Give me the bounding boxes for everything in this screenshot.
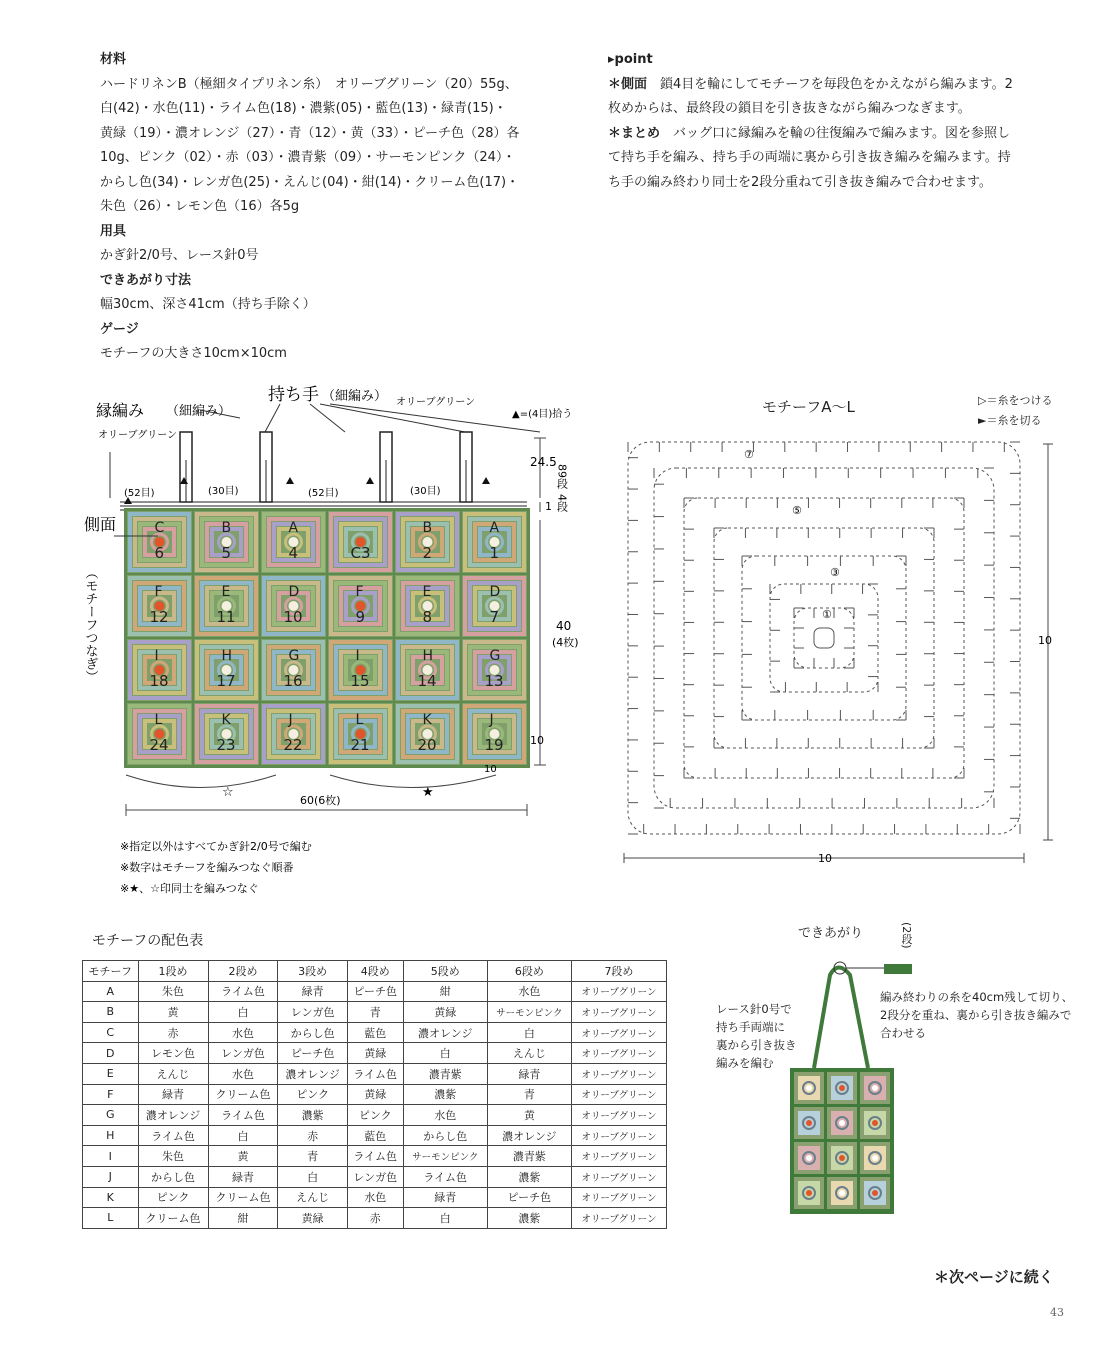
color-table-cell: D [83, 1043, 139, 1064]
color-table-header: 2段め [208, 961, 278, 982]
note-line: ※数字はモチーフを編みつなぐ順番 [120, 861, 294, 874]
point-side-line-2: 枚めからは、最終段の鎖目を引き抜きながら編みつなぎます。 [608, 101, 971, 116]
handle-leaders [265, 404, 540, 432]
dim-motif-w: 10 [484, 764, 497, 775]
motif-number: 18 [149, 672, 169, 690]
color-table-cell: 緑青 [403, 1187, 487, 1208]
color-table-cell: 白 [487, 1022, 571, 1043]
continue-note: ＊次ページに続く [934, 1268, 1054, 1286]
motif-letter: E [221, 584, 231, 600]
motif-number: 8 [422, 608, 433, 626]
color-table-cell: 濃紫 [487, 1166, 571, 1187]
chart-round [684, 498, 964, 778]
color-table-cell: 白 [403, 1043, 487, 1064]
point-side-label: ＊側面 [608, 76, 648, 92]
motif-cell [395, 575, 460, 637]
color-table-cell: ライム色 [347, 1146, 403, 1167]
motif-letter: H [221, 648, 233, 664]
color-table-header: 4段め [347, 961, 403, 982]
motif-cell [194, 575, 259, 637]
color-table-cell: ピーチ色 [347, 981, 403, 1002]
motif-number: 4 [288, 544, 299, 562]
color-table-cell: 濃青紫 [403, 1063, 487, 1084]
color-table-cell: オリーブグリーン [571, 1022, 666, 1043]
color-table-row [83, 1208, 667, 1229]
round-label: ⑤ [792, 504, 802, 517]
color-table-cell: ピーチ色 [278, 1043, 347, 1064]
motif-letter: C [154, 520, 165, 536]
color-table-cell: C [83, 1022, 139, 1043]
color-table-cell: レンガ色 [347, 1166, 403, 1187]
color-table-header: 5段め [403, 961, 487, 982]
color-table-cell: 水色 [208, 1022, 278, 1043]
color-table-cell: 赤 [138, 1022, 208, 1043]
color-table-cell: クリーム色 [208, 1084, 278, 1105]
color-table-cell: I [83, 1146, 139, 1167]
motif-letter: A [288, 520, 299, 536]
chart-title: モチーフA～L [762, 398, 855, 416]
materials-line: 白(42)・水色(11)・ライム色(18)・濃紫(05)・藍色(13)・緑青(15)・ [100, 101, 507, 116]
sts-30a: (30目) [208, 486, 239, 497]
color-table-cell: えんじ [487, 1043, 571, 1064]
color-table-body [83, 981, 667, 1228]
mini-motif-center [872, 1085, 878, 1091]
motif-cell [127, 639, 192, 701]
color-table-cell: ピンク [347, 1105, 403, 1126]
color-table-row [83, 1063, 667, 1084]
motif-letter: E [422, 584, 432, 600]
color-table-cell: オリーブグリーン [571, 1084, 666, 1105]
motif-number: C3 [350, 544, 371, 562]
point-side-text: 鎖4目を輪にしてモチーフを毎段色をかえながら編みます。2 [647, 76, 1013, 92]
finished-rows-label: (2段) [900, 922, 913, 949]
mini-motif-center [806, 1155, 812, 1161]
mini-motif-center [806, 1085, 812, 1091]
materials-line: 10g、ピンク（02）・赤（03）・濃青紫（09）・サーモンピンク（24）・ [100, 150, 516, 165]
color-table-cell: オリーブグリーン [571, 1166, 666, 1187]
join-arcs [126, 775, 496, 788]
color-table-row [83, 1125, 667, 1146]
bag-handle [814, 968, 868, 1069]
star-open: ☆ [222, 785, 234, 800]
color-table-cell: クリーム色 [208, 1187, 278, 1208]
finished-note-right-line: 合わせる [880, 1026, 926, 1040]
dim-handle: 24.5 [530, 455, 557, 469]
motif-number: 15 [350, 672, 370, 690]
round-label: ⑦ [744, 448, 754, 461]
color-table-cell: 濃オレンジ [138, 1105, 208, 1126]
dim-height-sub: (4枚) [552, 636, 579, 649]
color-table-cell: K [83, 1187, 139, 1208]
color-table-cell: 青 [487, 1084, 571, 1105]
motif-chart [612, 426, 1072, 876]
point-side-line [608, 73, 1078, 98]
motif-number: 13 [484, 672, 504, 690]
sts-52b: (52目) [308, 488, 339, 499]
color-table-cell: ライム色 [403, 1166, 487, 1187]
handle-sub: （細編み） [322, 389, 388, 404]
finished-note-left-line: 持ち手両端に [716, 1020, 785, 1034]
motif-cell [395, 511, 460, 573]
color-table-cell: 濃オレンジ [487, 1125, 571, 1146]
color-table-cell: ライム色 [138, 1125, 208, 1146]
motif-number: 6 [154, 544, 165, 562]
materials-line: 朱色（26）・レモン色（16）各5g [100, 199, 300, 214]
motif-cell [194, 639, 259, 701]
motif-letter: F [154, 584, 163, 600]
color-table-cell: オリーブグリーン [571, 1105, 666, 1126]
color-table-cell: オリーブグリーン [571, 1063, 666, 1084]
dim-chart-h: 10 [1038, 634, 1052, 647]
color-table-cell: ライム色 [347, 1063, 403, 1084]
color-table-cell: えんじ [138, 1063, 208, 1084]
finished-bag-illustration [780, 950, 960, 1230]
motif-letter: K [221, 712, 231, 728]
handle-label: 持ち手 [268, 385, 319, 405]
color-table-row [83, 1002, 667, 1023]
motif-letter: B [422, 520, 433, 536]
tools-heading: 用具 [100, 223, 127, 239]
gauge-text: モチーフの大きさ10cm×10cm [100, 346, 287, 361]
color-table-cell: オリーブグリーン [571, 1187, 666, 1208]
color-table-row [83, 1187, 667, 1208]
finished-note-right-line: 編み終わりの糸を40cm残して切り、 [880, 990, 1074, 1004]
motif-number: 19 [484, 736, 504, 754]
color-table-cell: 白 [403, 1208, 487, 1229]
motif-grid [124, 508, 530, 768]
color-table-cell: からし色 [138, 1166, 208, 1187]
color-table-header: 1段め [138, 961, 208, 982]
color-table-row [83, 981, 667, 1002]
color-table-cell: 濃紫 [487, 1208, 571, 1229]
mini-motif-center [806, 1190, 812, 1196]
mini-motif-center [872, 1190, 878, 1196]
color-table-cell: えんじ [278, 1187, 347, 1208]
color-table-header-row [83, 961, 667, 982]
color-table-cell: 黄緑 [347, 1084, 403, 1105]
color-table-cell: オリーブグリーン [571, 1208, 666, 1229]
finished-note-left-line: 裏から引き抜き [716, 1038, 797, 1052]
edge-color: オリーブグリーン [98, 430, 177, 441]
motif-cell [261, 639, 326, 701]
finished-note-right-line: 2段分を重ね、裏から引き抜き編みで [880, 1008, 1072, 1022]
color-table-cell: 黄 [208, 1146, 278, 1167]
dim-edge-rows: 4段 [555, 494, 569, 512]
motif-number: 24 [149, 736, 169, 754]
round-label: ① [822, 608, 832, 621]
motif-letter: A [489, 520, 500, 536]
color-table-cell: サーモンピンク [487, 1002, 571, 1023]
side-label: 側面 [84, 515, 117, 534]
motif-cell [127, 511, 192, 573]
mini-motif-center [839, 1085, 845, 1091]
color-table-cell: クリーム色 [138, 1208, 208, 1229]
motif-number: 14 [417, 672, 437, 690]
point-finish-line [608, 122, 1078, 147]
mini-motif-center [806, 1120, 812, 1126]
dim-height: 40 [556, 619, 572, 633]
motif-number: 16 [283, 672, 303, 690]
color-table-cell: 濃オレンジ [403, 1022, 487, 1043]
star-filled: ★ [422, 785, 434, 800]
materials-block [100, 48, 580, 367]
materials-heading: 材料 [100, 52, 127, 67]
color-table-cell: 濃青紫 [487, 1146, 571, 1167]
color-table-cell: 黄緑 [347, 1043, 403, 1064]
motif-cell [395, 639, 460, 701]
color-table-cell: ライム色 [208, 1105, 278, 1126]
motif-cell [462, 575, 527, 637]
color-table-cell: 黄緑 [403, 1002, 487, 1023]
color-table-cell: 黄 [487, 1105, 571, 1126]
color-table [82, 960, 667, 1229]
color-table-row [83, 1022, 667, 1043]
color-table-cell: G [83, 1105, 139, 1126]
motif-number: 7 [489, 608, 500, 626]
point-heading: ▸point [608, 52, 653, 67]
color-table-cell: レンガ色 [208, 1043, 278, 1064]
color-table-cell: F [83, 1084, 139, 1105]
color-table-cell: オリーブグリーン [571, 981, 666, 1002]
materials-line: 黄緑（19）・濃オレンジ（27）・青（12）・黄（33）・ピーチ色（28）各 [100, 125, 520, 141]
point-block [608, 48, 1078, 195]
color-table-cell: 白 [278, 1166, 347, 1187]
point-finish-text: バッグ口に縁編みを輪の往復編みで編みます。図を参照し [660, 125, 1010, 141]
color-table-cell: 青 [278, 1146, 347, 1167]
motif-letter: L [154, 712, 163, 728]
motif-letter: D [288, 584, 300, 600]
color-table-cell: ピンク [138, 1187, 208, 1208]
gauge-heading: ゲージ [100, 321, 139, 337]
note-line: ※★、☆印同士を編みつなぐ [120, 882, 259, 895]
motif-letter: G [288, 648, 300, 664]
color-table-cell: オリーブグリーン [571, 1146, 666, 1167]
point-finish-label: ＊まとめ [608, 125, 661, 141]
materials-line: からし色(34)・レンガ色(25)・えんじ(04)・紺(14)・クリーム色(17)・ [100, 174, 520, 190]
motif-letter: F [355, 584, 364, 600]
page-number: 43 [1050, 1306, 1064, 1319]
motif-letter: L [355, 712, 364, 728]
dim-handle-rows: 89段 [555, 464, 569, 489]
motif-cell [328, 639, 393, 701]
motif-number: 21 [350, 736, 370, 754]
color-table-cell: A [83, 981, 139, 1002]
color-table-row [83, 1166, 667, 1187]
color-table-cell: E [83, 1063, 139, 1084]
side-sub: （モチーフつなぎ） [82, 566, 98, 683]
dim-edge: 1 [545, 500, 552, 513]
color-table-cell: 水色 [208, 1063, 278, 1084]
edge-sub: （細編み） [166, 404, 232, 419]
motif-letter: J [489, 712, 494, 728]
sts-30b: (30目) [410, 486, 441, 497]
color-table-cell: L [83, 1208, 139, 1229]
edge-label: 縁編み [96, 401, 145, 420]
motif-letter: G [489, 648, 501, 664]
motif-cell [462, 703, 527, 765]
color-table-row [83, 1084, 667, 1105]
chart-round [742, 556, 906, 720]
motif-cell [127, 703, 192, 765]
dim-motif-h: 10 [530, 734, 544, 747]
join-detail [884, 964, 912, 974]
color-table-cell: 濃オレンジ [278, 1063, 347, 1084]
handle-color: オリーブグリーン [396, 397, 475, 408]
motif-number: 22 [283, 736, 303, 754]
color-table-cell: 赤 [278, 1125, 347, 1146]
color-table-cell: 緑青 [487, 1063, 571, 1084]
motif-cell [462, 511, 527, 573]
motif-number: 12 [149, 608, 169, 626]
legend-attach: ▷＝糸をつける [978, 394, 1053, 407]
color-table-cell: 水色 [403, 1105, 487, 1126]
color-table-cell: からし色 [403, 1125, 487, 1146]
motif-number: 1 [489, 544, 500, 562]
mini-motif-center [872, 1120, 878, 1126]
color-table-cell: 紺 [403, 981, 487, 1002]
color-table-cell: 藍色 [347, 1125, 403, 1146]
color-table-cell: 水色 [487, 981, 571, 1002]
legend-cut: ►＝糸を切る [978, 414, 1042, 427]
color-table-header: 6段め [487, 961, 571, 982]
color-table-header: モチーフ [83, 961, 139, 982]
color-table-cell: ピンク [278, 1084, 347, 1105]
chart-round [628, 442, 1020, 834]
color-table-cell: オリーブグリーン [571, 1125, 666, 1146]
size-text: 幅30cm、深さ41cm（持ち手除く） [100, 297, 316, 312]
color-table-cell: 朱色 [138, 981, 208, 1002]
color-table-cell: 青 [347, 1002, 403, 1023]
color-table-row [83, 1043, 667, 1064]
chart-rings [628, 442, 1020, 834]
color-table-cell: 黄緑 [278, 1208, 347, 1229]
color-table-cell: 黄 [138, 1002, 208, 1023]
color-table-cell: 朱色 [138, 1146, 208, 1167]
color-table-cell: オリーブグリーン [571, 1043, 666, 1064]
motif-number: 5 [221, 544, 232, 562]
motif-letter: I [154, 648, 159, 664]
chart-round [770, 584, 878, 692]
motif-letter: H [422, 648, 434, 664]
motif-cell [261, 575, 326, 637]
motif-number: 11 [216, 608, 236, 626]
dim-lines [534, 438, 546, 765]
tools-text: かぎ針2/0号、レース針0号 [100, 248, 259, 263]
finished-title: できあがり [798, 926, 864, 941]
motif-cell [194, 703, 259, 765]
materials-line: ハードリネンB（極細タイプリネン糸） オリーブグリーン（20）55g、 [100, 76, 518, 92]
color-table-cell: ピーチ色 [487, 1187, 571, 1208]
motif-cell [261, 703, 326, 765]
point-finish-line-3: ち手の編み終わり同士を2段分重ねて引き抜き編みで合わせます。 [608, 174, 992, 190]
color-table-title: モチーフの配色表 [92, 933, 204, 949]
color-table-cell: レンガ色 [278, 1002, 347, 1023]
color-table-cell: 藍色 [347, 1022, 403, 1043]
motif-cell [328, 575, 393, 637]
color-table-cell: 水色 [347, 1187, 403, 1208]
motif-cell [462, 639, 527, 701]
color-table-cell: H [83, 1125, 139, 1146]
note-line: ※指定以外はすべてかぎ針2/0号で編む [120, 840, 312, 853]
motif-number: 9 [355, 608, 366, 626]
dim-chart-w: 10 [818, 852, 832, 865]
size-heading: できあがり寸法 [100, 272, 192, 288]
mini-motif-center [839, 1190, 845, 1196]
motif-number: 10 [283, 608, 303, 626]
color-table-cell: サーモンピンク [403, 1146, 487, 1167]
color-table-cell: B [83, 1002, 139, 1023]
color-table-cell: ライム色 [208, 981, 278, 1002]
motif-cell [127, 575, 192, 637]
color-table-row [83, 1146, 667, 1167]
motif-cell [328, 511, 393, 573]
chart-round [654, 468, 994, 808]
color-table-cell: 白 [208, 1002, 278, 1023]
color-table-cell: 赤 [347, 1208, 403, 1229]
round-label: ③ [830, 566, 840, 579]
chart-center-ring [814, 628, 834, 648]
bag-diagram [80, 380, 580, 910]
chart-round [714, 528, 934, 748]
color-table-cell: からし色 [278, 1022, 347, 1043]
color-table-cell: 緑青 [278, 981, 347, 1002]
mini-motif-center [839, 1155, 845, 1161]
motif-number: 17 [216, 672, 236, 690]
color-table-row [83, 1105, 667, 1126]
color-table-cell: 紺 [208, 1208, 278, 1229]
color-table-header: 3段め [278, 961, 347, 982]
finished-note-left-line: レース針0号で [716, 1002, 792, 1016]
motif-letter: I [355, 648, 360, 664]
motif-letter: B [221, 520, 232, 536]
motif-letter: K [422, 712, 432, 728]
motif-letter: D [489, 584, 501, 600]
dim-width: 60(6枚) [300, 794, 341, 807]
motif-cell [328, 703, 393, 765]
finished-note-left-line: 編みを編む [716, 1056, 774, 1070]
color-table-cell: オリーブグリーン [571, 1002, 666, 1023]
motif-cell [194, 511, 259, 573]
sts-52a: (52目) [124, 488, 155, 499]
motif-cell [395, 703, 460, 765]
motif-cell [261, 511, 326, 573]
pick-legend: ▲=(4目)拾う [512, 409, 573, 420]
color-table-cell: 緑青 [138, 1084, 208, 1105]
color-table-cell: 緑青 [208, 1166, 278, 1187]
color-table-header: 7段め [571, 961, 666, 982]
motif-letter: J [288, 712, 293, 728]
motif-number: 20 [417, 736, 437, 754]
color-table-cell: 濃紫 [278, 1105, 347, 1126]
motif-number: 2 [422, 544, 433, 562]
mini-motif-center [872, 1155, 878, 1161]
mini-motif-center [839, 1120, 845, 1126]
color-table-cell: J [83, 1166, 139, 1187]
color-table-cell: 白 [208, 1125, 278, 1146]
motif-number: 23 [216, 736, 236, 754]
point-finish-line-2: て持ち手を編み、持ち手の両端に裏から引き抜き編みを編みます。持 [608, 150, 1011, 165]
color-table-cell: レモン色 [138, 1043, 208, 1064]
color-table-cell: 濃紫 [403, 1084, 487, 1105]
